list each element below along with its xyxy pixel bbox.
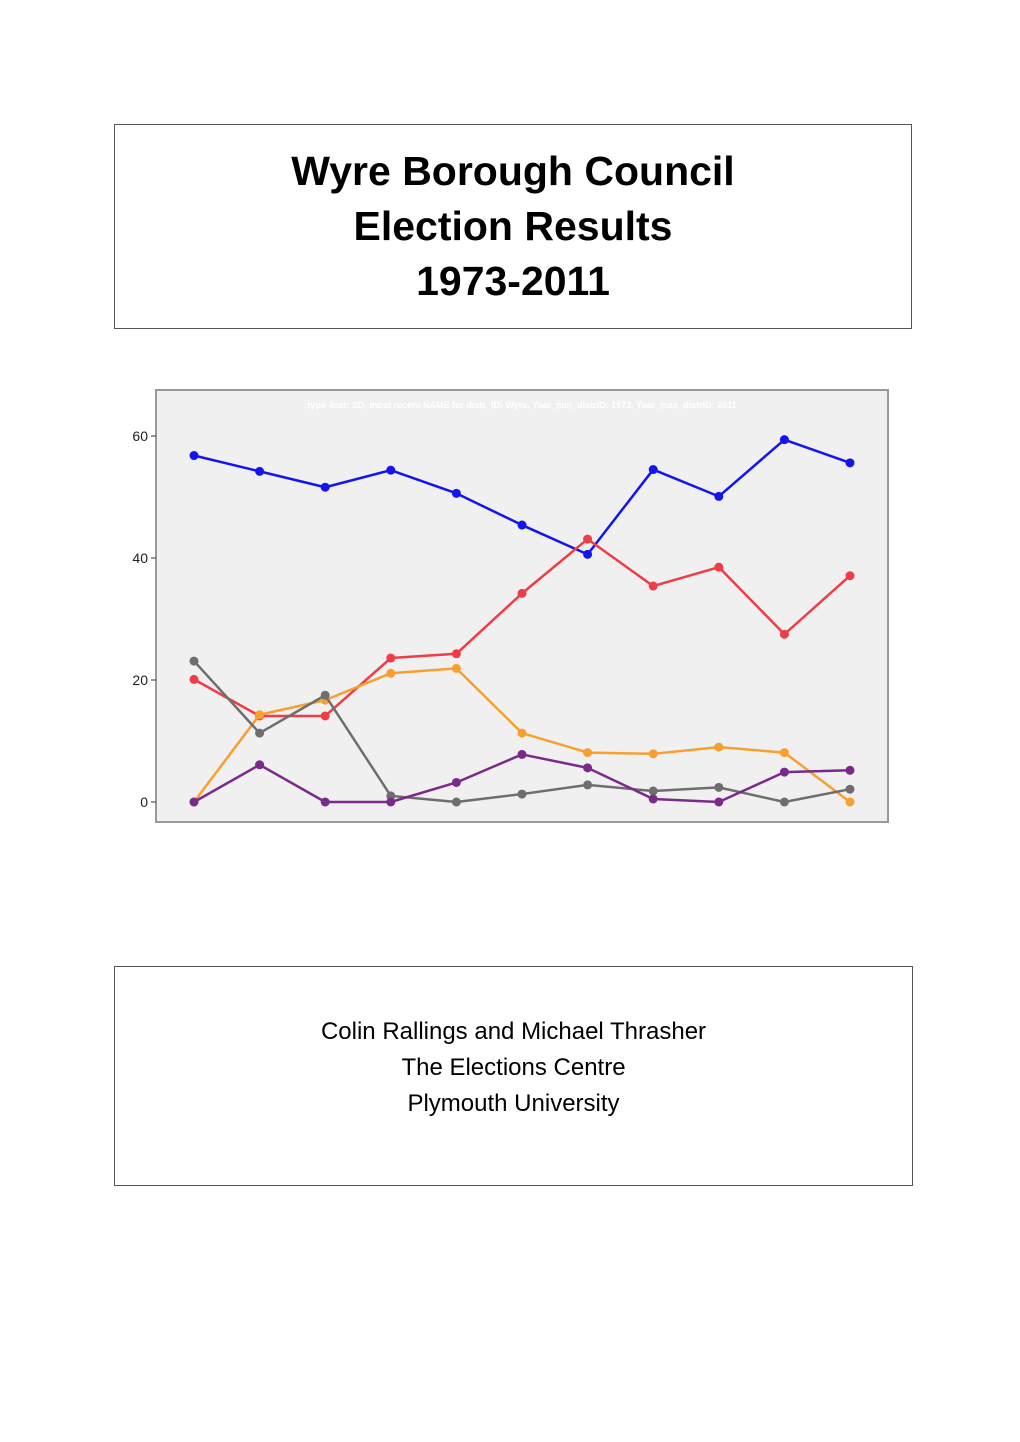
data-point bbox=[583, 550, 592, 559]
data-point bbox=[846, 766, 855, 775]
line-chart bbox=[118, 380, 898, 840]
title-box bbox=[114, 124, 912, 329]
data-point bbox=[649, 749, 658, 758]
data-point bbox=[255, 467, 264, 476]
data-point bbox=[452, 798, 461, 807]
data-point bbox=[649, 787, 658, 796]
data-point bbox=[518, 521, 527, 530]
chart-title: type 4cat: SD, most recent NAME for distr_ID: Wyre, Year_min_distrID: 1973, Year_max_distrID: 2011 bbox=[307, 400, 737, 410]
data-point bbox=[452, 649, 461, 658]
data-point bbox=[846, 571, 855, 580]
y-tick-label: 40 bbox=[132, 550, 148, 566]
y-tick-label: 20 bbox=[132, 672, 148, 688]
data-point bbox=[714, 783, 723, 792]
data-point bbox=[846, 785, 855, 794]
chart-svg bbox=[118, 380, 898, 840]
data-point bbox=[714, 492, 723, 501]
data-point bbox=[714, 798, 723, 807]
data-point bbox=[255, 729, 264, 738]
data-point bbox=[190, 798, 199, 807]
data-point bbox=[518, 729, 527, 738]
data-point bbox=[452, 489, 461, 498]
data-point bbox=[780, 798, 789, 807]
document-years-line: 1973-2011 bbox=[416, 258, 610, 304]
data-point bbox=[452, 778, 461, 787]
data-point bbox=[583, 535, 592, 544]
data-point bbox=[846, 798, 855, 807]
organisation-name: The Elections Centre bbox=[401, 1054, 626, 1081]
data-point bbox=[386, 654, 395, 663]
data-point bbox=[190, 675, 199, 684]
data-point bbox=[452, 664, 461, 673]
data-point bbox=[190, 451, 199, 460]
data-point bbox=[518, 790, 527, 799]
data-point bbox=[583, 748, 592, 757]
data-point bbox=[583, 780, 592, 789]
data-point bbox=[255, 760, 264, 769]
credits-box bbox=[114, 966, 913, 1186]
data-point bbox=[714, 563, 723, 572]
data-point bbox=[321, 483, 330, 492]
data-point bbox=[386, 798, 395, 807]
data-point bbox=[386, 669, 395, 678]
data-point bbox=[518, 589, 527, 598]
y-tick-label: 60 bbox=[132, 428, 148, 444]
data-point bbox=[255, 710, 264, 719]
data-point bbox=[583, 763, 592, 772]
document-subtitle-line: Election Results bbox=[353, 203, 673, 249]
data-point bbox=[649, 465, 658, 474]
y-tick-label: 0 bbox=[140, 794, 148, 810]
data-point bbox=[780, 748, 789, 757]
data-point bbox=[649, 582, 658, 591]
data-point bbox=[321, 711, 330, 720]
data-point bbox=[780, 768, 789, 777]
data-point bbox=[321, 691, 330, 700]
data-point bbox=[386, 466, 395, 475]
data-point bbox=[780, 630, 789, 639]
data-point bbox=[780, 435, 789, 444]
university-name: Plymouth University bbox=[407, 1090, 620, 1117]
data-point bbox=[714, 743, 723, 752]
data-point bbox=[518, 750, 527, 759]
data-point bbox=[846, 458, 855, 467]
data-point bbox=[321, 798, 330, 807]
author-names: Colin Rallings and Michael Thrasher bbox=[320, 1018, 707, 1045]
data-point bbox=[190, 657, 199, 666]
y-axis bbox=[132, 428, 156, 810]
data-point bbox=[649, 794, 658, 803]
document-title-line: Wyre Borough Council bbox=[291, 148, 735, 194]
